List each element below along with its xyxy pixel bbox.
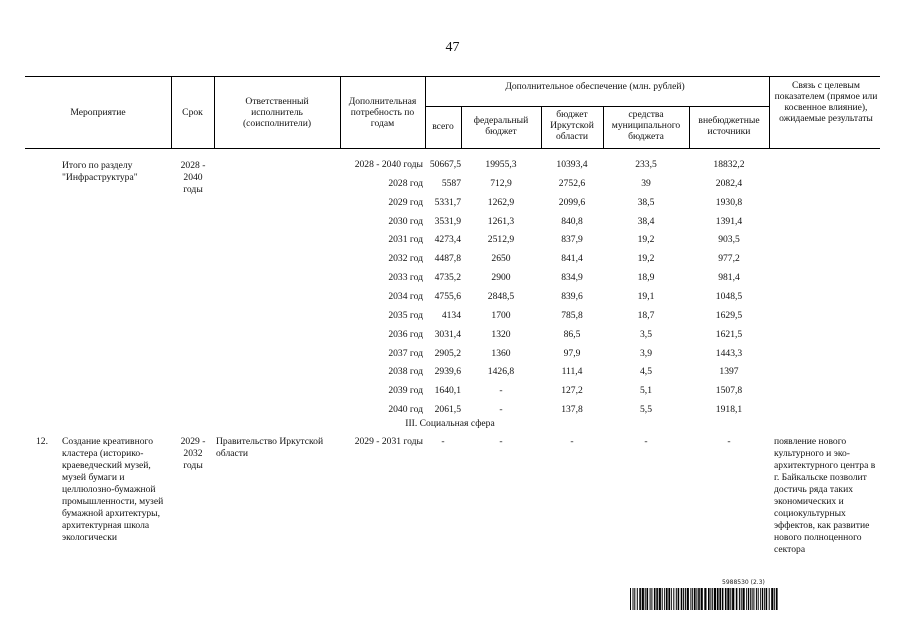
- item12-federal: -: [499, 436, 503, 447]
- cell-municipal: 5,5: [640, 404, 652, 416]
- cell-year: 2040 год: [388, 404, 423, 416]
- cell-extra: 1918,1: [715, 404, 743, 416]
- barcode-bar: [752, 588, 753, 610]
- cell-federal: 1360: [491, 347, 511, 359]
- table-row: [0, 347, 905, 361]
- barcode-bar: [736, 588, 738, 610]
- barcode-bar: [671, 588, 672, 610]
- barcode-bar: [701, 588, 703, 610]
- barcode-bar: [750, 588, 751, 610]
- barcode-bar: [668, 588, 670, 610]
- cell-total: 3031,4: [434, 328, 461, 340]
- barcode-bar: [774, 588, 775, 610]
- cell-year: 2036 год: [388, 328, 423, 340]
- cell-total: 4755,6: [434, 290, 461, 302]
- vline-6: [541, 106, 542, 148]
- table-row: [0, 328, 905, 342]
- barcode-bar: [762, 588, 763, 610]
- item12-event: Создание креативного кластера (историко-краеведческий музей, музей бумаги и целлюлозно-бумажной промышленности, музей бумажной архитектуры, архитектурная школа экологически: [62, 436, 164, 543]
- cell-regional: 837,9: [561, 234, 583, 246]
- vline-5: [461, 106, 462, 148]
- cell-year: 2039 год: [388, 385, 423, 397]
- barcode-bar: [741, 588, 742, 610]
- barcode-bar: [690, 588, 691, 610]
- cell-municipal: 3,9: [640, 347, 652, 359]
- barcode-bar: [771, 588, 773, 610]
- cell-total: 4134: [441, 309, 461, 321]
- item12-regional: -: [570, 436, 574, 447]
- barcode-bar: [704, 588, 706, 610]
- cell-federal: 1262,9: [487, 196, 515, 208]
- barcode-bar: [764, 588, 765, 610]
- header-link: Связь с целевым показателем (прямое или косвенное влияние), ожидаемые результаты: [774, 80, 878, 124]
- cell-year: 2034 год: [388, 290, 423, 302]
- barcode-bar: [756, 588, 757, 610]
- item12-municipal: -: [644, 436, 648, 447]
- cell-extra: 1621,5: [715, 328, 743, 340]
- cell-federal: 712,9: [490, 177, 512, 189]
- cell-federal: 1700: [491, 309, 511, 321]
- cell-regional: 86,5: [563, 328, 581, 340]
- barcode-bar: [681, 588, 683, 610]
- cell-extra: 18832,2: [713, 159, 745, 170]
- barcode-label: 5988530 (2.3): [722, 579, 765, 586]
- cell-municipal: 5,1: [640, 385, 652, 397]
- cell-year: 2028 - 2040 годы: [354, 159, 423, 170]
- cell-total: 4487,8: [434, 253, 461, 265]
- cell-year: 2037 год: [388, 347, 423, 359]
- vline-8: [689, 106, 690, 148]
- barcode-bar: [654, 588, 656, 610]
- cell-year: 2031 год: [388, 234, 423, 246]
- cell-federal: -: [499, 404, 503, 416]
- cell-federal: 19955,3: [485, 159, 517, 170]
- cell-federal: 1261,3: [487, 215, 515, 227]
- cell-federal: 2848,5: [487, 290, 515, 302]
- table-row: [0, 384, 905, 398]
- cell-regional: 841,4: [561, 253, 583, 265]
- cell-federal: 1426,8: [487, 366, 515, 378]
- barcode-bar: [685, 588, 686, 610]
- barcode-bar: [748, 588, 749, 610]
- cell-year: 2032 год: [388, 253, 423, 265]
- barcode-bar: [739, 588, 740, 610]
- table-row: [0, 271, 905, 285]
- table-row: [0, 215, 905, 229]
- item12-executor: Правительство Иркутской области: [216, 436, 324, 459]
- barcode-bar: [732, 588, 734, 610]
- barcode-bar: [708, 588, 710, 610]
- cell-extra: 977,2: [718, 253, 740, 265]
- barcode-bar: [687, 588, 689, 610]
- cell-regional: 2099,6: [558, 196, 586, 208]
- barcode-bar: [634, 588, 635, 610]
- header-term: Срок: [182, 107, 203, 118]
- barcode-bar: [730, 588, 731, 610]
- cell-total: 2939,6: [434, 366, 461, 378]
- barcode-bar: [696, 588, 697, 610]
- cell-regional: 840,8: [561, 215, 583, 227]
- barcode-bar: [769, 588, 770, 610]
- page-number: 47: [445, 40, 460, 55]
- cell-regional: 785,8: [561, 309, 583, 321]
- cell-year: 2028 год: [388, 177, 423, 189]
- cell-total: 1640,1: [434, 385, 461, 397]
- cell-extra: 981,4: [718, 272, 740, 284]
- vline-9: [769, 76, 770, 148]
- cell-municipal: 19,1: [637, 290, 655, 302]
- cell-extra: 1391,4: [715, 215, 743, 227]
- table-row: [0, 403, 905, 417]
- cell-municipal: 19,2: [637, 253, 655, 265]
- cell-regional: 839,6: [561, 290, 583, 302]
- cell-regional: 137,8: [561, 404, 583, 416]
- cell-federal: 1320: [491, 328, 511, 340]
- barcode: [630, 588, 778, 610]
- header-executor: Ответственный исполнитель (соисполнители): [242, 96, 312, 129]
- cell-municipal: 3,5: [640, 328, 652, 340]
- cell-municipal: 38,4: [637, 215, 655, 227]
- cell-federal: 2512,9: [487, 234, 515, 246]
- item12-result: появление нового культурного и эко-архитектурного центра в г. Байкальске позволит достичь ряда таких экономических и социокультурных эффектов, как развитие нового полноценного сектора: [774, 436, 876, 555]
- cell-extra: 1397: [719, 366, 739, 378]
- header-need: Дополнительная потребность по годам: [348, 96, 417, 129]
- cell-extra: 1629,5: [715, 309, 743, 321]
- barcode-bar: [659, 588, 661, 610]
- header-extra: внебюджетные источники: [698, 115, 760, 137]
- cell-municipal: 18,9: [637, 272, 655, 284]
- cell-federal: -: [499, 385, 503, 397]
- barcode-bar: [727, 588, 729, 610]
- cell-total: 2061,5: [434, 404, 461, 416]
- table-top-border: [25, 76, 880, 77]
- table-row: [0, 158, 905, 172]
- table-row: [0, 196, 905, 210]
- table-row: [0, 252, 905, 266]
- cell-municipal: 4,5: [640, 366, 652, 378]
- barcode-bar: [662, 588, 663, 610]
- barcode-bar: [637, 588, 638, 610]
- barcode-bar: [664, 588, 665, 610]
- barcode-bar: [743, 588, 745, 610]
- item12-extra: -: [727, 436, 731, 447]
- cell-regional: 97,9: [563, 347, 581, 359]
- barcode-bar: [766, 588, 768, 610]
- cell-total: 2905,2: [434, 347, 461, 359]
- cell-extra: 903,5: [718, 234, 740, 246]
- cell-total: 4735,2: [434, 272, 461, 284]
- barcode-bar: [647, 588, 649, 610]
- cell-federal: 2650: [491, 253, 511, 265]
- barcode-bar: [760, 588, 761, 610]
- cell-municipal: 19,2: [637, 234, 655, 246]
- table-row: [0, 177, 905, 191]
- barcode-bar: [633, 588, 634, 610]
- barcode-bar: [712, 588, 713, 610]
- cell-regional: 10393,4: [556, 159, 588, 170]
- table-row: [0, 233, 905, 247]
- barcode-bar: [651, 588, 652, 610]
- barcode-bar: [666, 588, 668, 610]
- provision-subheader-line: [425, 106, 769, 107]
- item12-total: -: [441, 436, 445, 447]
- barcode-bar: [758, 588, 759, 610]
- cell-extra: 1507,8: [715, 385, 743, 397]
- barcode-bar: [776, 588, 778, 610]
- cell-extra: 1048,5: [715, 290, 743, 302]
- barcode-bar: [673, 588, 674, 610]
- cell-municipal: 39: [641, 177, 651, 189]
- barcode-bar: [698, 588, 700, 610]
- summary-title: Итого по разделу "Инфраструктура": [62, 160, 138, 183]
- barcode-bar: [722, 588, 724, 610]
- cell-year: 2029 год: [388, 196, 423, 208]
- barcode-bar: [639, 588, 641, 610]
- cell-regional: 834,9: [561, 272, 583, 284]
- table-row: [0, 365, 905, 379]
- barcode-bar: [642, 588, 644, 610]
- table-header-bottom-border: [25, 148, 880, 149]
- section-title: III. Социальная сфера: [405, 418, 495, 429]
- cell-total: 4273,4: [434, 234, 461, 246]
- cell-municipal: 38,5: [637, 196, 655, 208]
- header-regional: бюджет Иркутской области: [550, 109, 594, 142]
- cell-total: 50667,5: [429, 159, 461, 170]
- item12-term: 2029 - 2032 годы: [180, 436, 206, 471]
- vline-3: [340, 76, 341, 148]
- barcode-bar: [714, 588, 716, 610]
- cell-year: 2038 год: [388, 366, 423, 378]
- barcode-bar: [656, 588, 658, 610]
- header-federal: федеральный бюджет: [473, 115, 529, 137]
- cell-municipal: 18,7: [637, 309, 655, 321]
- barcode-bar: [630, 588, 631, 610]
- cell-extra: 1443,3: [715, 347, 743, 359]
- barcode-bar: [650, 588, 651, 610]
- barcode-bar: [678, 588, 680, 610]
- cell-total: 3531,9: [434, 215, 461, 227]
- cell-total: 5587: [441, 177, 461, 189]
- cell-federal: 2900: [491, 272, 511, 284]
- barcode-bar: [746, 588, 747, 610]
- header-provision: Дополнительное обеспечение (млн. рублей): [505, 81, 685, 92]
- header-event: Мероприятие: [70, 107, 126, 118]
- barcode-bar: [710, 588, 711, 610]
- vline-7: [603, 106, 604, 148]
- barcode-bar: [683, 588, 684, 610]
- cell-regional: 127,2: [561, 385, 583, 397]
- barcode-bar: [719, 588, 721, 610]
- item12-number: 12.: [36, 436, 48, 447]
- table-row: [0, 309, 905, 323]
- vline-2: [214, 76, 215, 148]
- barcode-bar: [694, 588, 696, 610]
- cell-year: 2033 год: [388, 272, 423, 284]
- header-total: всего: [432, 121, 454, 132]
- cell-municipal: 233,5: [635, 159, 657, 170]
- vline-4: [425, 76, 426, 148]
- header-municipal: средства муниципального бюджета: [611, 109, 681, 142]
- cell-extra: 1930,8: [715, 196, 743, 208]
- barcode-bar: [717, 588, 719, 610]
- summary-term: 2028 - 2040 годы: [180, 160, 206, 195]
- barcode-bar: [645, 588, 646, 610]
- barcode-bar: [753, 588, 754, 610]
- barcode-bar: [676, 588, 677, 610]
- cell-regional: 2752,6: [558, 177, 586, 189]
- table-row: [0, 290, 905, 304]
- item12-years: 2029 - 2031 годы: [354, 436, 423, 447]
- cell-regional: 111,4: [561, 366, 583, 378]
- cell-total: 5331,7: [434, 196, 461, 208]
- cell-year: 2035 год: [388, 309, 423, 321]
- barcode-bar: [725, 588, 727, 610]
- barcode-bar: [692, 588, 693, 610]
- cell-extra: 2082,4: [715, 177, 743, 189]
- cell-year: 2030 год: [388, 215, 423, 227]
